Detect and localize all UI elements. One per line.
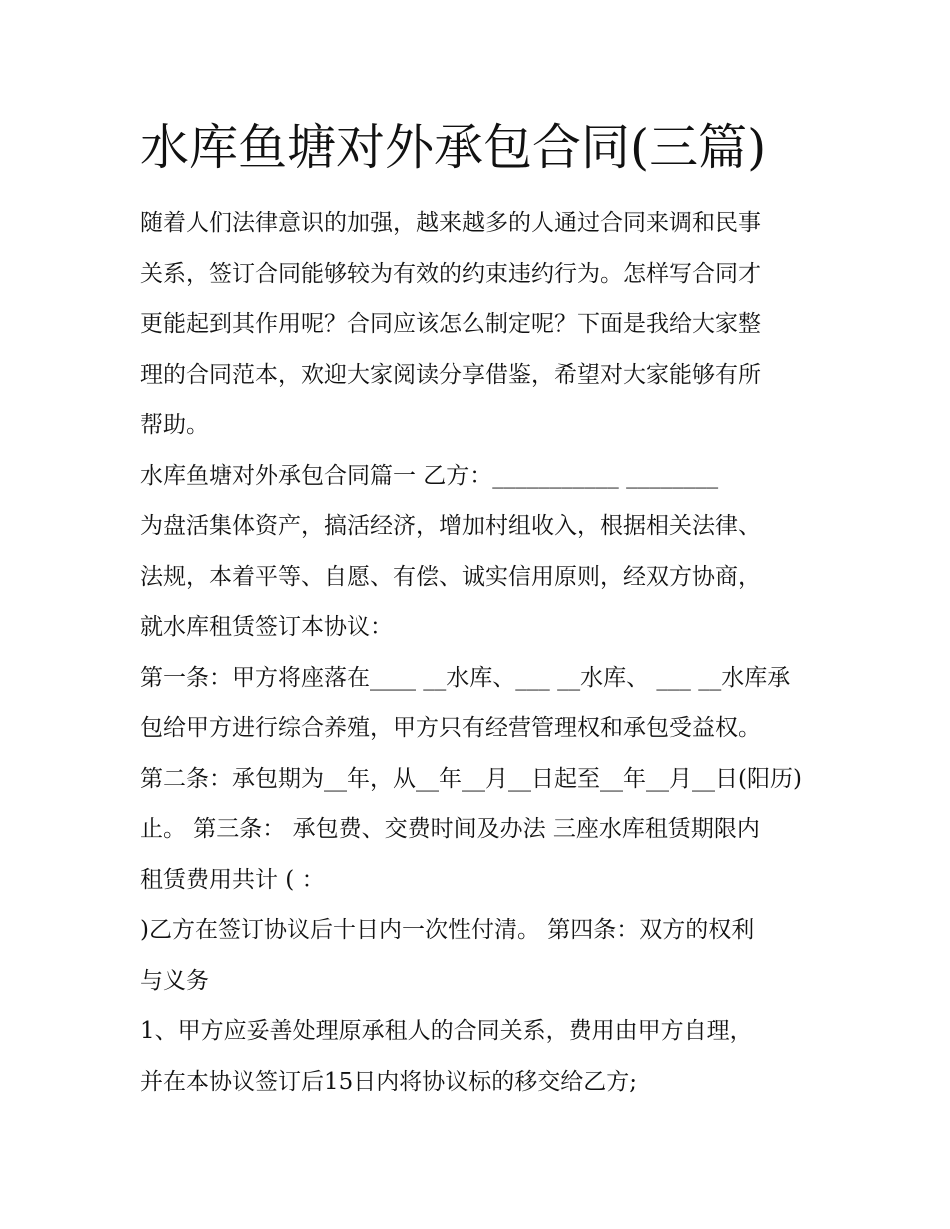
body-line: 更能起到其作用呢？合同应该怎么制定呢？下面是我给大家整 xyxy=(140,311,761,337)
body-line: 第一条：甲方将座落在____ __水库、___ __水库、 ___ __水库承 xyxy=(140,664,791,691)
body-line: 理的合同范本，欢迎大家阅读分享借鉴，希望对大家能够有所 xyxy=(140,361,761,388)
body-line: 1、甲方应妥善处理原承租人的合同关系，费用由甲方自理， xyxy=(140,1018,753,1044)
document-body xyxy=(140,198,820,1107)
document-title: 水库鱼塘对外承包合同(三篇) xyxy=(140,119,767,176)
body-line: 为盘活集体资产，搞活经济，增加村组收入，根据相关法律、 xyxy=(140,513,761,539)
body-line: 关系，签订合同能够较为有效的约束违约行为。怎样写合同才 xyxy=(140,260,761,287)
body-line: 就水库租赁签订本协议： xyxy=(140,614,393,640)
body-line: 与义务 xyxy=(140,967,209,994)
body-line: 止。 第三条： 承包费、交费时间及办法 三座水库租赁期限内 xyxy=(140,816,760,842)
body-line: )乙方在签订协议后十日内一次性付清。 第四条：双方的权利 xyxy=(140,917,755,943)
body-line: 水库鱼塘对外承包合同篇一 乙方：___________ ________ xyxy=(140,462,719,489)
body-line: 并在本协议签订后15日内将协议标的移交给乙方; xyxy=(140,1068,638,1095)
body-line: 随着人们法律意识的加强，越来越多的人通过合同来调和民事 xyxy=(140,210,761,236)
body-line: 法规，本着平等、自愿、有偿、诚实信用原则，经双方协商， xyxy=(140,563,761,590)
body-line: 租赁费用共计 ( ： xyxy=(140,866,325,893)
body-line: 包给甲方进行综合养殖，甲方只有经营管理权和承包受益权。 xyxy=(140,715,761,741)
body-line: 帮助。 xyxy=(140,412,209,438)
body-line: 第二条：承包期为__年，从__年__月__日起至__年__月__日(阳历) xyxy=(140,765,802,792)
